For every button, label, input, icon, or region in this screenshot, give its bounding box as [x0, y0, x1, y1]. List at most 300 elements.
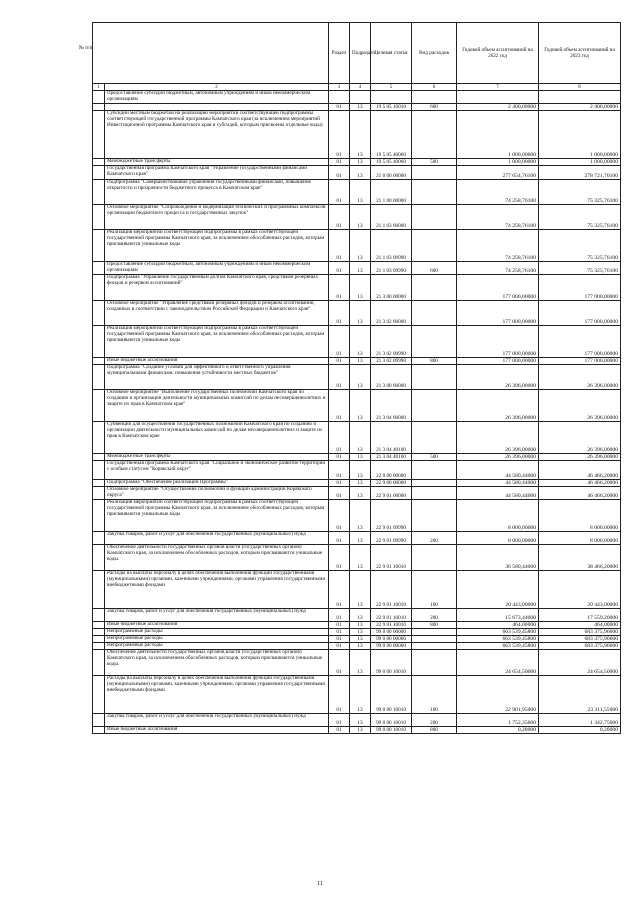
- podrazdel-cell: 13: [350, 158, 371, 165]
- row-number-cell: [93, 261, 105, 274]
- expense-type-cell: [412, 421, 457, 453]
- table-row: [93, 229, 621, 261]
- razdel-cell: 01: [329, 628, 350, 635]
- header-amount-2023: Годовой объем ассигнований на 2023 год: [539, 23, 621, 84]
- razdel-cell: 01: [329, 726, 350, 733]
- target-article-cell: 21 3 04 40100: [371, 421, 412, 453]
- target-article-cell: 21 1 00 00000: [371, 179, 412, 204]
- row-number-cell: [93, 103, 105, 110]
- razdel-cell: 01: [329, 103, 350, 110]
- amount-2023-cell: 24 654,50000: [539, 649, 621, 675]
- target-article-cell: 22 9 01 10010: [371, 570, 412, 608]
- row-number-cell: [93, 635, 105, 642]
- expense-type-cell: 500: [412, 453, 457, 460]
- budget-table-sheet: [79, 22, 620, 734]
- razdel-cell: 01: [329, 179, 350, 204]
- amount-2023-cell: 46 466,20000: [539, 460, 621, 479]
- amount-2022-cell: 26 396,00000: [457, 421, 539, 453]
- expense-name-cell: Государственная программа Камчатского края "Социальное и экономическое развитие территории с особым статусом "Корякский округ": [105, 460, 329, 479]
- razdel-cell: 01: [329, 229, 350, 261]
- amount-2023-cell: 8 000,00000: [539, 499, 621, 531]
- expense-type-cell: [412, 165, 457, 179]
- expense-type-cell: 600: [412, 103, 457, 110]
- podrazdel-cell: 13: [350, 621, 371, 628]
- target-article-cell: 21 1 03 00000: [371, 204, 412, 229]
- podrazdel-cell: 13: [350, 165, 371, 179]
- expense-type-cell: 200: [412, 531, 457, 544]
- amount-2023-cell: 26 396,00000: [539, 453, 621, 460]
- amount-2022-cell: 74 258,76100: [457, 229, 539, 261]
- razdel-cell: 01: [329, 204, 350, 229]
- header-podrazdel: Подраздел: [350, 23, 371, 84]
- row-number-cell: [93, 389, 105, 421]
- expense-type-cell: [412, 229, 457, 261]
- expense-type-cell: 200: [412, 713, 457, 726]
- row-number-cell: [93, 179, 105, 204]
- razdel-cell: 01: [329, 713, 350, 726]
- podrazdel-cell: 13: [350, 726, 371, 733]
- header-razdel: Раздел: [329, 23, 350, 84]
- amount-2023-cell: 26 396,00000: [539, 389, 621, 421]
- target-article-cell: 22 9 01 10010: [371, 608, 412, 621]
- podrazdel-cell: 13: [350, 300, 371, 325]
- target-article-cell: 22 0 00 00000: [371, 460, 412, 479]
- row-number-cell: [93, 274, 105, 300]
- amount-2023-cell: 683 375,96600: [539, 642, 621, 649]
- target-article-cell: 22 9 00 00000: [371, 479, 412, 486]
- amount-2023-cell: 1 342,75000: [539, 713, 621, 726]
- podrazdel-cell: 13: [350, 628, 371, 635]
- table-row: [93, 300, 621, 325]
- expense-name-cell: Подпрограмма "Создание условий для эффективного и ответственного управления муниципальными финансами, повышения устойчивости местных бюджетов": [105, 364, 329, 389]
- podrazdel-cell: 13: [350, 499, 371, 531]
- razdel-cell: 01: [329, 389, 350, 421]
- row-number-cell: [93, 364, 105, 389]
- podrazdel-cell: 13: [350, 713, 371, 726]
- expense-name-cell: Предоставление субсидий бюджетным, автономным учреждениям и иным некоммерческим организациям: [105, 91, 329, 104]
- podrazdel-cell: 13: [350, 110, 371, 158]
- row-number-cell: [93, 642, 105, 649]
- target-article-cell: 21 1 03 09990: [371, 229, 412, 261]
- table-row: [93, 389, 621, 421]
- table-row: [93, 635, 621, 642]
- expense-type-cell: [412, 544, 457, 570]
- amount-2023-cell: 23 311,55000: [539, 675, 621, 713]
- amount-2023-cell: 75 325,76100: [539, 229, 621, 261]
- target-article-cell: 99 0 00 10010: [371, 726, 412, 733]
- razdel-cell: 01: [329, 453, 350, 460]
- razdel-cell: 01: [329, 364, 350, 389]
- amount-2022-cell: 15 673,44000: [457, 608, 539, 621]
- podrazdel-cell: 13: [350, 608, 371, 621]
- amount-2023-cell: 17 559,20000: [539, 608, 621, 621]
- expense-name-cell: Подпрограмма "Совершенствование управления государственными финансами, повышение открытости и прозрачности бюджетного процесса в Камчатском крае": [105, 179, 329, 204]
- column-number: 4: [350, 84, 371, 91]
- target-article-cell: 21 0 00 00000: [371, 165, 412, 179]
- expense-type-cell: 500: [412, 158, 457, 165]
- expense-name-cell: Обеспечение деятельности государственных органов власти (государственных органов) Камчатского края, за исключением обособленных расходов, которым присваиваются уникальные коды.: [105, 649, 329, 675]
- podrazdel-cell: 13: [350, 453, 371, 460]
- expense-type-cell: [412, 486, 457, 499]
- razdel-cell: 01: [329, 499, 350, 531]
- column-number: 2: [105, 84, 329, 91]
- razdel-cell: 01: [329, 165, 350, 179]
- row-number-cell: [93, 608, 105, 621]
- amount-2023-cell: 8 000,00000: [539, 531, 621, 544]
- expense-name-cell: Иные бюджетные ассигнования: [105, 726, 329, 733]
- header-target-article: Целевая статья: [371, 23, 412, 84]
- row-number-cell: [93, 421, 105, 453]
- amount-2023-cell: 177 000,00000: [539, 274, 621, 300]
- amount-2022-cell: 8 000,00000: [457, 499, 539, 531]
- amount-2023-cell: 683 375,96600: [539, 628, 621, 635]
- expense-type-cell: [412, 364, 457, 389]
- razdel-cell: 01: [329, 544, 350, 570]
- header-amount-2022: Годовой объем ассигнований на 2022 год: [457, 23, 539, 84]
- razdel-cell: 01: [329, 300, 350, 325]
- row-number-cell: [93, 649, 105, 675]
- podrazdel-cell: 13: [350, 570, 371, 608]
- amount-2022-cell: 8 000,00000: [457, 531, 539, 544]
- row-number-cell: [93, 110, 105, 158]
- expense-type-cell: 800: [412, 621, 457, 628]
- row-number-cell: [93, 91, 105, 104]
- expense-name-cell: Подпрограмма "Управление государственным долгом Камчатского края, средствами резервных фондов и резервом ассигнований": [105, 274, 329, 300]
- expense-name-cell: Межбюджетные трансферты: [105, 158, 329, 165]
- row-number-cell: [93, 570, 105, 608]
- amount-2022-cell: 1 000,00000: [457, 110, 539, 158]
- podrazdel-cell: 13: [350, 479, 371, 486]
- row-number-cell: [93, 544, 105, 570]
- expense-name-cell: Непрограммные расходы: [105, 628, 329, 635]
- table-row: [93, 499, 621, 531]
- row-number-cell: [93, 531, 105, 544]
- expense-name-cell: Иные бюджетные ассигнования: [105, 621, 329, 628]
- razdel-cell: 01: [329, 110, 350, 158]
- table-row: [93, 621, 621, 628]
- podrazdel-cell: 13: [350, 357, 371, 364]
- table-row: [93, 364, 621, 389]
- row-number-cell: [93, 621, 105, 628]
- amount-2022-cell: 24 654,50000: [457, 649, 539, 675]
- table-row: [93, 628, 621, 635]
- expense-name-cell: Подпрограмма "Обеспечение реализации Программы": [105, 479, 329, 486]
- row-number-cell: [93, 713, 105, 726]
- expense-name-cell: Закупка товаров, работ и услуг для обеспечения государственных (муниципальных) нужд: [105, 608, 329, 621]
- expense-name-cell: Обеспечение деятельности государственных органов власти (государственных органов) Камчатского края, за исключением обособленных расходов, которым присваиваются уникальные коды.: [105, 544, 329, 570]
- razdel-cell: [329, 91, 350, 104]
- row-number-cell: [93, 165, 105, 179]
- target-article-cell: 99 0 00 10010: [371, 649, 412, 675]
- expense-name-cell: Реализация мероприятий соответствующей подпрограммы в рамках соответствующей государственной программы Камчатского края, за исключением обособленных расходов, которым присваиваются уникальные коды: [105, 499, 329, 531]
- target-article-cell: 99 0 00 00000: [371, 635, 412, 642]
- target-article-cell: 99 0 00 00000: [371, 628, 412, 635]
- amount-2023-cell: 46 466,20000: [539, 479, 621, 486]
- amount-2023-cell: 1 000,00000: [539, 158, 621, 165]
- amount-2022-cell: 1 752,35000: [457, 713, 539, 726]
- target-article-cell: 22 9 01 10010: [371, 544, 412, 570]
- table-row: [93, 544, 621, 570]
- amount-2023-cell: 75 325,76100: [539, 179, 621, 204]
- amount-2022-cell: 663 539,45800: [457, 628, 539, 635]
- razdel-cell: 01: [329, 486, 350, 499]
- amount-2022-cell: 44 580,44000: [457, 486, 539, 499]
- row-number-cell: [93, 158, 105, 165]
- expense-type-cell: [412, 110, 457, 158]
- table-row: [93, 726, 621, 733]
- row-number-cell: [93, 726, 105, 733]
- podrazdel-cell: 13: [350, 460, 371, 479]
- table-row: [93, 261, 621, 274]
- target-article-cell: 19 5 05 40060: [371, 110, 412, 158]
- razdel-cell: 01: [329, 531, 350, 544]
- razdel-cell: 01: [329, 642, 350, 649]
- expense-type-cell: [412, 274, 457, 300]
- podrazdel-cell: 13: [350, 103, 371, 110]
- amount-2023-cell: 38 466,20000: [539, 544, 621, 570]
- target-article-cell: 22 9 01 09990: [371, 531, 412, 544]
- table-row: [93, 325, 621, 357]
- expense-type-cell: 200: [412, 608, 457, 621]
- razdel-cell: 01: [329, 621, 350, 628]
- amount-2023-cell: 683 375,96600: [539, 635, 621, 642]
- amount-2022-cell: 2 400,00000: [457, 103, 539, 110]
- amount-2022-cell: 44 580,44000: [457, 460, 539, 479]
- row-number-cell: [93, 300, 105, 325]
- podrazdel-cell: 13: [350, 364, 371, 389]
- amount-2022-cell: 26 396,00000: [457, 364, 539, 389]
- row-number-cell: [93, 499, 105, 531]
- expense-type-cell: [412, 649, 457, 675]
- target-article-cell: 99 0 00 10010: [371, 713, 412, 726]
- table-row: [93, 274, 621, 300]
- amount-2023-cell: [539, 91, 621, 104]
- razdel-cell: 01: [329, 158, 350, 165]
- target-article-cell: 21 3 02 09990: [371, 357, 412, 364]
- expense-name-cell: Основное мероприятие "Управление средствами резервных фондов и резервом ассигнований, созданных в соответствии с законодательством Российской Федерации и Камчатского края": [105, 300, 329, 325]
- expense-name-cell: Закупка товаров, работ и услуг для обеспечения государственных (муниципальных) нужд: [105, 713, 329, 726]
- amount-2022-cell: 177 000,00000: [457, 300, 539, 325]
- target-article-cell: 21 3 02 00000: [371, 300, 412, 325]
- column-number: 3: [329, 84, 350, 91]
- expense-name-cell: Реализация мероприятий соответствующей подпрограммы в рамках соответствующей государственной программы Камчатского края, за исключением обособленных расходов, которым присваиваются уникальные коды: [105, 325, 329, 357]
- header-expense-type: Вид расходов: [412, 23, 457, 84]
- target-article-cell: [371, 91, 412, 104]
- expense-type-cell: 600: [412, 261, 457, 274]
- razdel-cell: 01: [329, 460, 350, 479]
- target-article-cell: 21 3 04 40100: [371, 453, 412, 460]
- table-row: [93, 165, 621, 179]
- expense-type-cell: [412, 635, 457, 642]
- table-row: [93, 460, 621, 479]
- amount-2022-cell: [457, 91, 539, 104]
- expense-type-cell: [412, 460, 457, 479]
- expense-name-cell: Субвенции для осуществления государственных полномочий Камчатского края по созданию и организации деятельности муниципальных комиссий по делам несовершеннолетних и защите их прав в Камчатском крае: [105, 421, 329, 453]
- target-article-cell: 21 3 04 00000: [371, 389, 412, 421]
- razdel-cell: 01: [329, 274, 350, 300]
- target-article-cell: 19 5 05 40060: [371, 158, 412, 165]
- expense-name-cell: Непрограммные расходы: [105, 642, 329, 649]
- podrazdel-cell: 13: [350, 179, 371, 204]
- podrazdel-cell: 13: [350, 544, 371, 570]
- row-number-cell: [93, 628, 105, 635]
- amount-2023-cell: 46 466,20000: [539, 486, 621, 499]
- table-row: [93, 531, 621, 544]
- amount-2023-cell: 278 721,76100: [539, 165, 621, 179]
- podrazdel-cell: 13: [350, 642, 371, 649]
- expense-type-cell: [412, 325, 457, 357]
- podrazdel-cell: 13: [350, 229, 371, 261]
- amount-2023-cell: 177 000,00000: [539, 357, 621, 364]
- expense-name-cell: Межбюджетные трансферты: [105, 453, 329, 460]
- expense-type-cell: 800: [412, 726, 457, 733]
- column-number: 8: [539, 84, 621, 91]
- expense-name-cell: Расходы на выплаты персоналу в целях обеспечения выполнения функций государственными (муниципальными) органами, казенными учреждениями, органами управления государственными внебюджетными фондами: [105, 675, 329, 713]
- expense-name-cell: Иные бюджетные ассигнования: [105, 357, 329, 364]
- amount-2022-cell: 74 258,76100: [457, 204, 539, 229]
- amount-2023-cell: 177 000,00000: [539, 325, 621, 357]
- amount-2023-cell: 26 396,00000: [539, 421, 621, 453]
- table-row: [93, 570, 621, 608]
- expense-type-cell: [412, 179, 457, 204]
- podrazdel-cell: 13: [350, 389, 371, 421]
- expense-type-cell: [412, 91, 457, 104]
- amount-2022-cell: 44 580,44000: [457, 479, 539, 486]
- amount-2022-cell: 26 396,00000: [457, 389, 539, 421]
- table-row: [93, 179, 621, 204]
- amount-2023-cell: 75 325,76100: [539, 261, 621, 274]
- column-number: 7: [457, 84, 539, 91]
- podrazdel-cell: 13: [350, 649, 371, 675]
- expense-name-cell: Основное мероприятие "Выполнение государственных полномочий Камчатского края по созданию и организации деятельности муниципальных комиссий по делам несовершеннолетних и защите их прав в Камчатском крае": [105, 389, 329, 421]
- amount-2022-cell: 0,20000: [457, 726, 539, 733]
- expense-type-cell: [412, 499, 457, 531]
- table-row: [93, 649, 621, 675]
- expense-type-cell: 800: [412, 357, 457, 364]
- expense-name-cell: Субсидии местным бюджетам на реализацию мероприятий соответствующей подпрограммы соответствующей государственной программы Камчатского края (за исключением мероприятий Инвестиционной программы Камчатского края и субсидий, которым присвоены отдельные коды): [105, 110, 329, 158]
- razdel-cell: 01: [329, 261, 350, 274]
- row-number-cell: [93, 479, 105, 486]
- expense-type-cell: [412, 204, 457, 229]
- column-number: 1: [93, 84, 105, 91]
- podrazdel-cell: 13: [350, 204, 371, 229]
- podrazdel-cell: 13: [350, 261, 371, 274]
- podrazdel-cell: 13: [350, 635, 371, 642]
- budget-allocation-table: [79, 22, 621, 734]
- header-row-number: № п/п: [93, 23, 329, 84]
- amount-2022-cell: 177 000,00000: [457, 357, 539, 364]
- amount-2022-cell: 36 580,44000: [457, 544, 539, 570]
- amount-2022-cell: 1 000,00000: [457, 158, 539, 165]
- row-number-cell: [93, 204, 105, 229]
- table-row: [93, 204, 621, 229]
- row-number-cell: [93, 486, 105, 499]
- amount-2023-cell: 1 000,00000: [539, 110, 621, 158]
- row-number-cell: [93, 357, 105, 364]
- target-article-cell: 22 9 01 09990: [371, 499, 412, 531]
- page-number: 11: [317, 881, 323, 887]
- podrazdel-cell: 13: [350, 421, 371, 453]
- amount-2022-cell: 663 539,45800: [457, 642, 539, 649]
- amount-2022-cell: 22 901,95000: [457, 675, 539, 713]
- razdel-cell: 01: [329, 675, 350, 713]
- razdel-cell: 01: [329, 357, 350, 364]
- podrazdel-cell: 13: [350, 675, 371, 713]
- razdel-cell: 01: [329, 570, 350, 608]
- amount-2022-cell: 177 000,00000: [457, 325, 539, 357]
- amount-2022-cell: 464,00000: [457, 621, 539, 628]
- expense-type-cell: [412, 479, 457, 486]
- expense-name-cell: Закупка товаров, работ и услуг для обеспечения государственных (муниципальных) нужд: [105, 531, 329, 544]
- target-article-cell: 21 3 02 09990: [371, 325, 412, 357]
- podrazdel-cell: 13: [350, 274, 371, 300]
- target-article-cell: 22 9 01 10010: [371, 621, 412, 628]
- column-number: 5: [371, 84, 412, 91]
- expense-name-cell: Государственная программа Камчатского края "Управление государственными финансами Камчатского края": [105, 165, 329, 179]
- table-row: [93, 421, 621, 453]
- amount-2022-cell: 20 443,00000: [457, 570, 539, 608]
- podrazdel-cell: 13: [350, 531, 371, 544]
- podrazdel-cell: 13: [350, 486, 371, 499]
- expense-name-cell: Реализация мероприятий соответствующей подпрограммы в рамках соответствующей государственной программы Камчатского края, за исключением обособленных расходов, которым присваиваются уникальные коды: [105, 229, 329, 261]
- expense-type-cell: 100: [412, 570, 457, 608]
- table-row: [93, 110, 621, 158]
- row-number-cell: [93, 229, 105, 261]
- table-row: [93, 608, 621, 621]
- amount-2023-cell: 20 443,00000: [539, 570, 621, 608]
- row-number-cell: [93, 460, 105, 479]
- amount-2022-cell: 74 258,76100: [457, 261, 539, 274]
- table-row: [93, 713, 621, 726]
- table-row: [93, 486, 621, 499]
- amount-2022-cell: 277 654,76100: [457, 165, 539, 179]
- expense-type-cell: [412, 642, 457, 649]
- table-row: [93, 91, 621, 104]
- column-number: 6: [412, 84, 457, 91]
- expense-type-cell: [412, 389, 457, 421]
- amount-2023-cell: 75 325,76100: [539, 204, 621, 229]
- target-article-cell: 21 3 00 00000: [371, 274, 412, 300]
- expense-name-cell: Основное мероприятие "Сопровождение и модернизация технических и программных комплексов организации бюджетного процесса и государственных закупок": [105, 204, 329, 229]
- amount-2023-cell: 2 400,00000: [539, 103, 621, 110]
- amount-2022-cell: 74 258,76100: [457, 179, 539, 204]
- expense-type-cell: 100: [412, 675, 457, 713]
- amount-2022-cell: 177 000,00000: [457, 274, 539, 300]
- amount-2022-cell: 663 539,45800: [457, 635, 539, 642]
- row-number-cell: [93, 453, 105, 460]
- expense-name-cell: Расходы на выплаты персоналу в целях обеспечения выполнения функций государственными (муниципальными) органами, казенными учреждениями, органами управления государственными внебюджетными фондами: [105, 570, 329, 608]
- razdel-cell: 01: [329, 635, 350, 642]
- amount-2023-cell: 464,00000: [539, 621, 621, 628]
- amount-2023-cell: 26 396,00000: [539, 364, 621, 389]
- expense-name-cell: Непрограммные расходы: [105, 635, 329, 642]
- target-article-cell: 21 3 00 00000: [371, 364, 412, 389]
- podrazdel-cell: 13: [350, 325, 371, 357]
- target-article-cell: 99 0 00 00000: [371, 642, 412, 649]
- target-article-cell: 19 5 05 10010: [371, 103, 412, 110]
- target-article-cell: 99 0 00 10010: [371, 675, 412, 713]
- row-number-cell: [93, 325, 105, 357]
- amount-2023-cell: 0,20000: [539, 726, 621, 733]
- table-body: [93, 91, 621, 734]
- razdel-cell: 01: [329, 479, 350, 486]
- podrazdel-cell: [350, 91, 371, 104]
- razdel-cell: 01: [329, 608, 350, 621]
- row-number-cell: [93, 675, 105, 713]
- expense-name-cell: Предоставление субсидий бюджетным, автономным учреждениям и иным некоммерческим организациям: [105, 261, 329, 274]
- razdel-cell: 01: [329, 649, 350, 675]
- target-article-cell: 22 9 01 00000: [371, 486, 412, 499]
